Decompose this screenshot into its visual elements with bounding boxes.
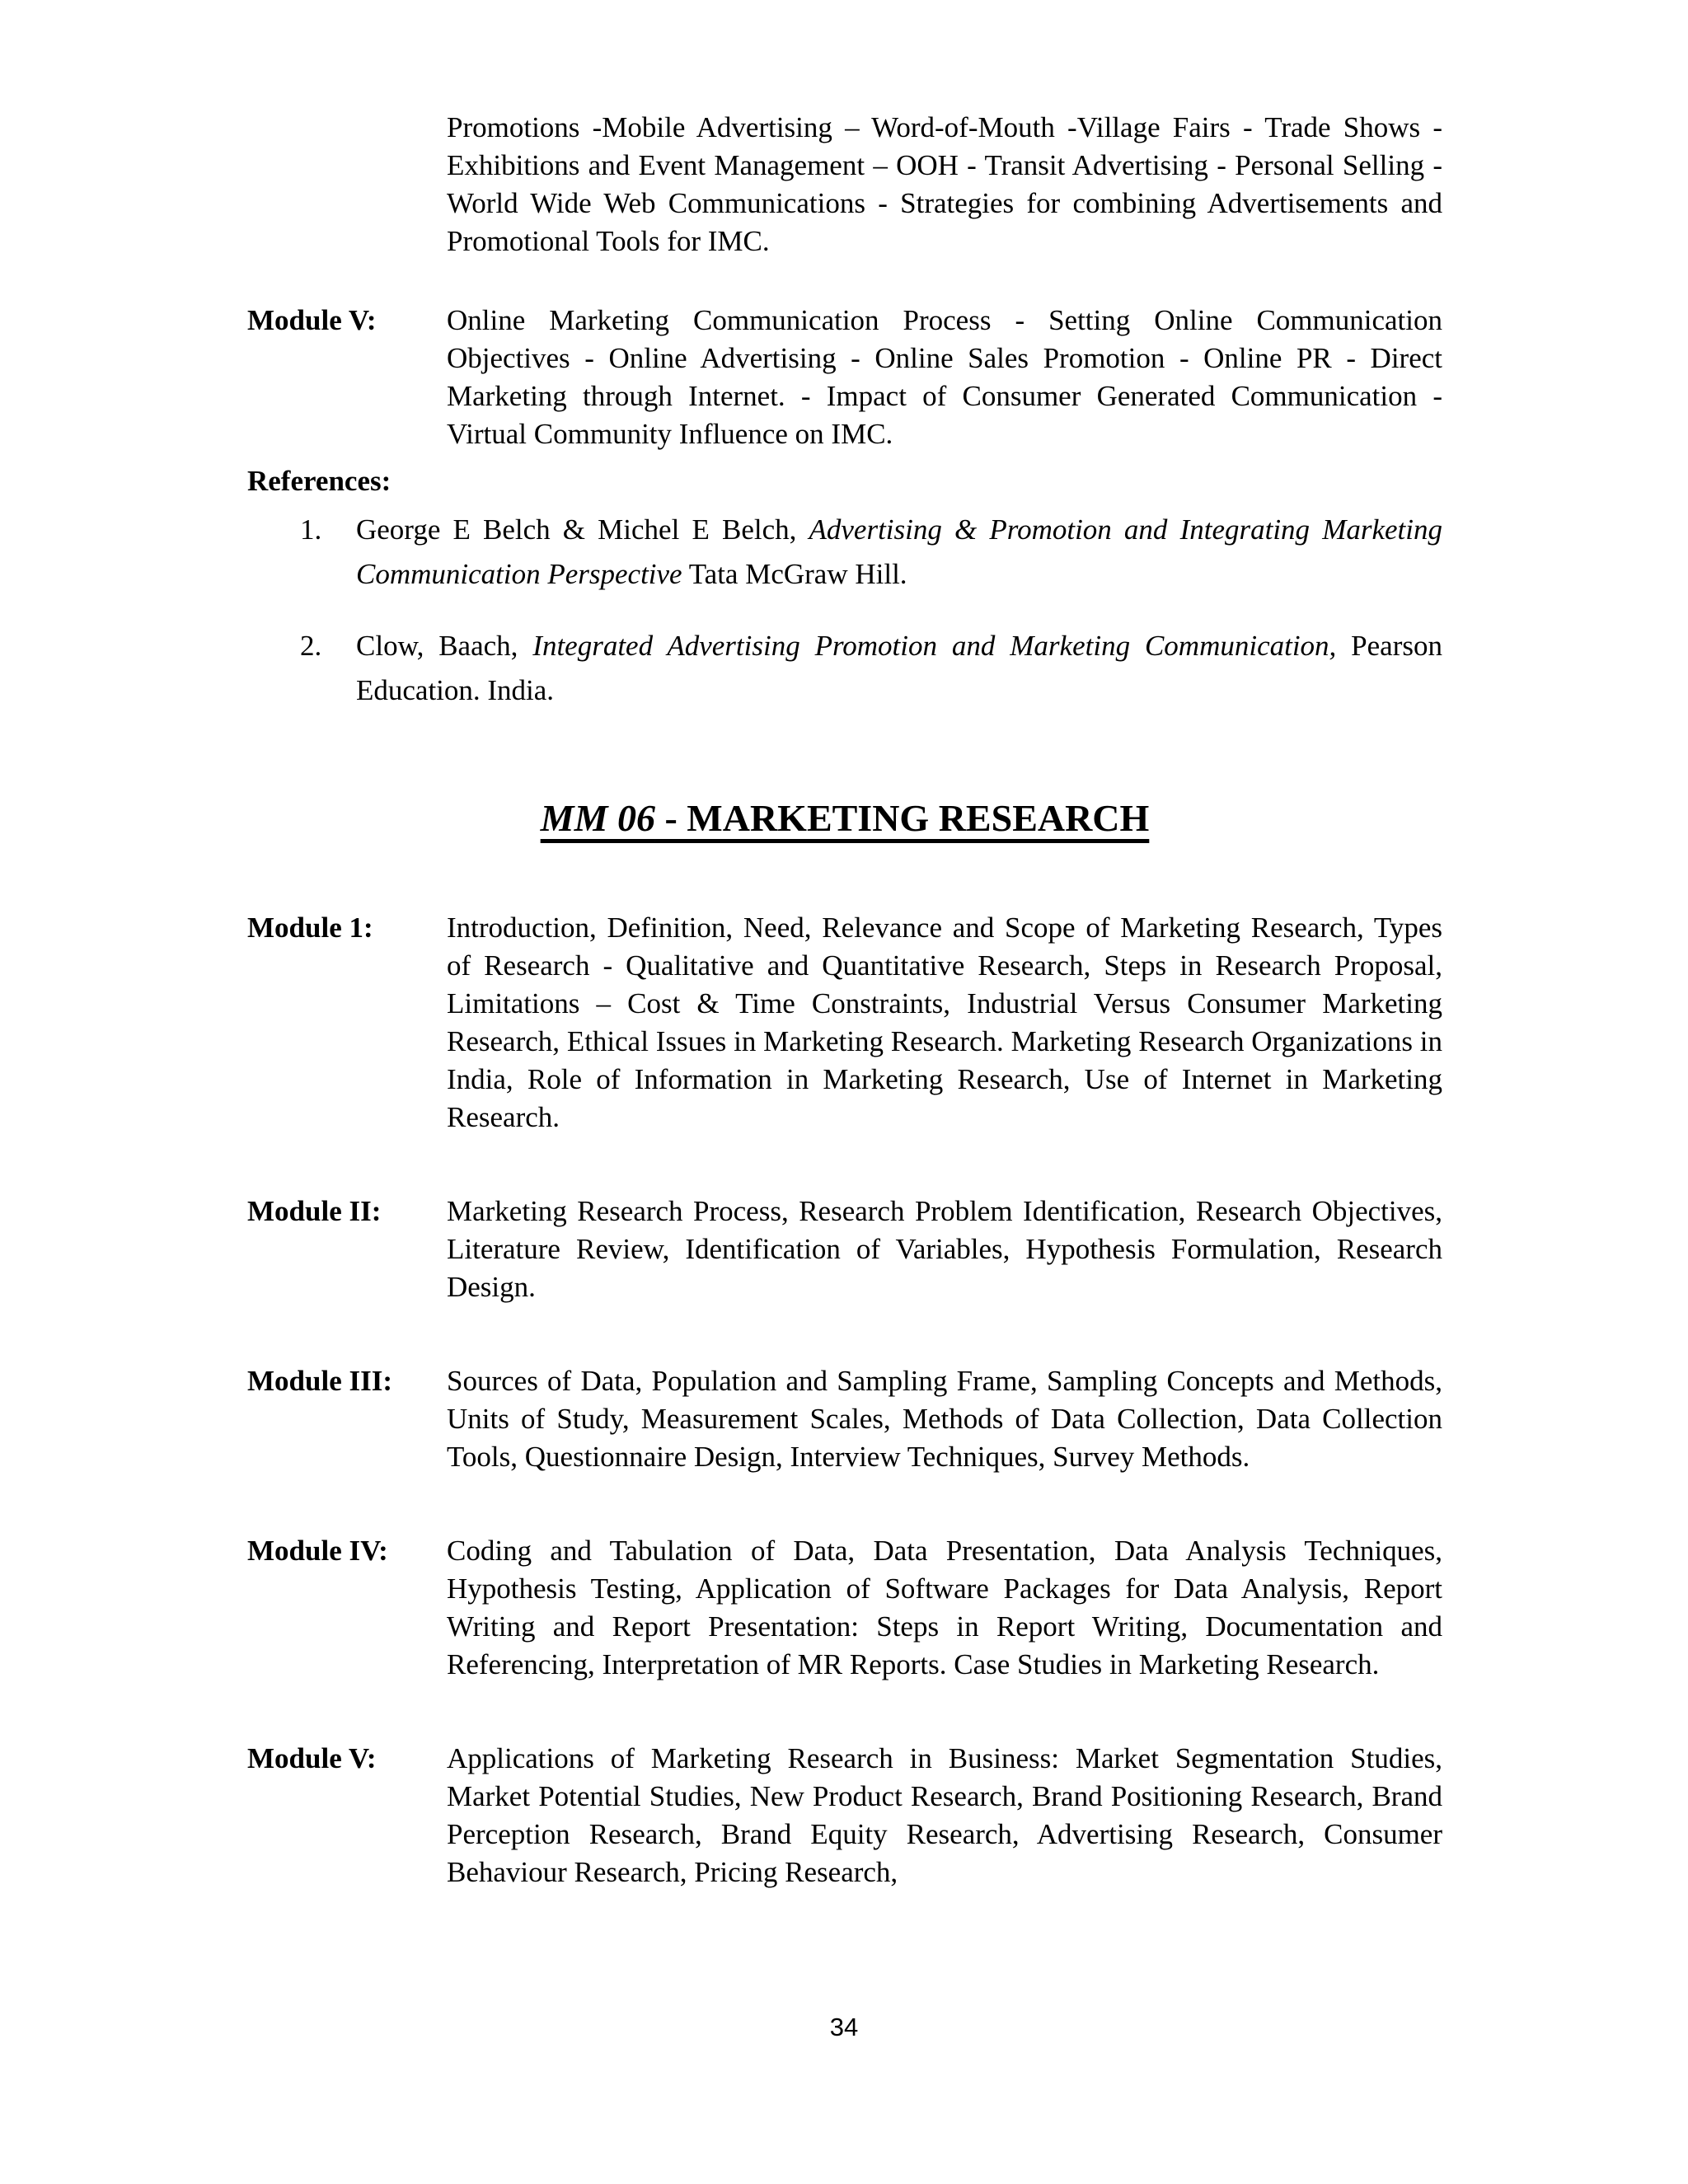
continuation-paragraph-row — [247, 109, 1442, 260]
references-heading: References: — [247, 465, 392, 497]
reference-text-pre: George E Belch & Michel E Belch, — [356, 513, 809, 546]
reference-item — [247, 508, 1442, 597]
reference-title: Integrated Advertising Promotion and Marketing Communication, — [532, 630, 1337, 662]
module-label: Module III: — [247, 1365, 392, 1397]
module-label: Module V: — [247, 304, 377, 336]
module-text: Applications of Marketing Research in Business: Market Segmentation Studies, Market Potential Studies, New Product Research, Brand Positioning Research, Brand Perception Research, Brand Equity Research, Advertising Research, Consumer Behaviour Research, Pricing Research, — [447, 1742, 1442, 1888]
reference-text-pre: Clow, Baach, — [356, 630, 533, 662]
course-heading-text — [541, 797, 1150, 839]
course-heading — [247, 795, 1442, 841]
reference-title: Advertising & Promotion and Integrating Marketing Communication Perspective — [356, 513, 1442, 590]
references-list — [247, 508, 1442, 713]
label-spacer — [247, 109, 447, 260]
course-title: - MARKETING RESEARCH — [654, 797, 1150, 839]
course-code: MM 06 — [540, 797, 655, 839]
module-row — [247, 909, 1442, 1137]
module-text: Marketing Research Process, Research Problem Identification, Research Objectives, Literature Review, Identification of Variables, Hypothesis Formulation, Research Design. — [447, 1195, 1442, 1303]
reference-text-post: Tata McGraw Hill. — [682, 558, 907, 590]
continuation-paragraph: Promotions -Mobile Advertising – Word-of-Mouth -Village Fairs - Trade Shows - Exhibitions and Event Management – OOH - Transit Advertising - Personal Selling - World Wide Web Communications - Strategies for combining Advertisements and Promotional Tools for IMC. — [447, 111, 1442, 257]
module-row — [247, 1362, 1442, 1476]
module-row — [247, 1193, 1442, 1306]
module-text: Sources of Data, Population and Sampling Frame, Sampling Concepts and Methods, Units of Study, Measurement Scales, Methods of Data Collection, Data Collection Tools, Questionnaire Design, Interview Techniques, Survey Methods. — [447, 1365, 1442, 1473]
module-label: Module IV: — [247, 1535, 388, 1567]
module-text: Introduction, Definition, Need, Relevance and Scope of Marketing Research, Types of Research - Qualitative and Quantitative Research, Steps in Research Proposal, Limitations – Cost & Time Constraints, Industrial Versus Consumer Marketing Research, Ethical Issues in Marketing Research. Marketing Research Organizations in India, Role of Information in Marketing Research, Use of Internet in Marketing Research. — [447, 912, 1442, 1133]
page-number: 34 — [829, 2013, 859, 2041]
reference-text-post: Pearson Education. India. — [356, 630, 1442, 706]
reference-item — [247, 624, 1442, 713]
reference-number: 1. — [300, 513, 322, 546]
module-label: Module 1: — [247, 912, 373, 944]
module-row — [247, 1740, 1442, 1891]
module-text: Online Marketing Communication Process - Setting Online Communication Objectives - Online Advertising - Online Sales Promotion - Online PR - Direct Marketing through Internet. - Impact of Consumer Generated Communication - Virtual Community Influence on IMC. — [447, 304, 1442, 450]
module-label: Module II: — [247, 1195, 382, 1227]
module-label: Module V: — [247, 1742, 377, 1774]
module-row-imc — [247, 302, 1442, 453]
module-row — [247, 1532, 1442, 1684]
reference-number: 2. — [300, 630, 322, 662]
module-text: Coding and Tabulation of Data, Data Presentation, Data Analysis Techniques, Hypothesis Testing, Application of Software Packages for Data Analysis, Report Writing and Report Presentation: Steps in Report Writing, Documentation and Referencing, Interpretation of MR Reports. Case Studies in Marketing Research. — [447, 1535, 1442, 1680]
